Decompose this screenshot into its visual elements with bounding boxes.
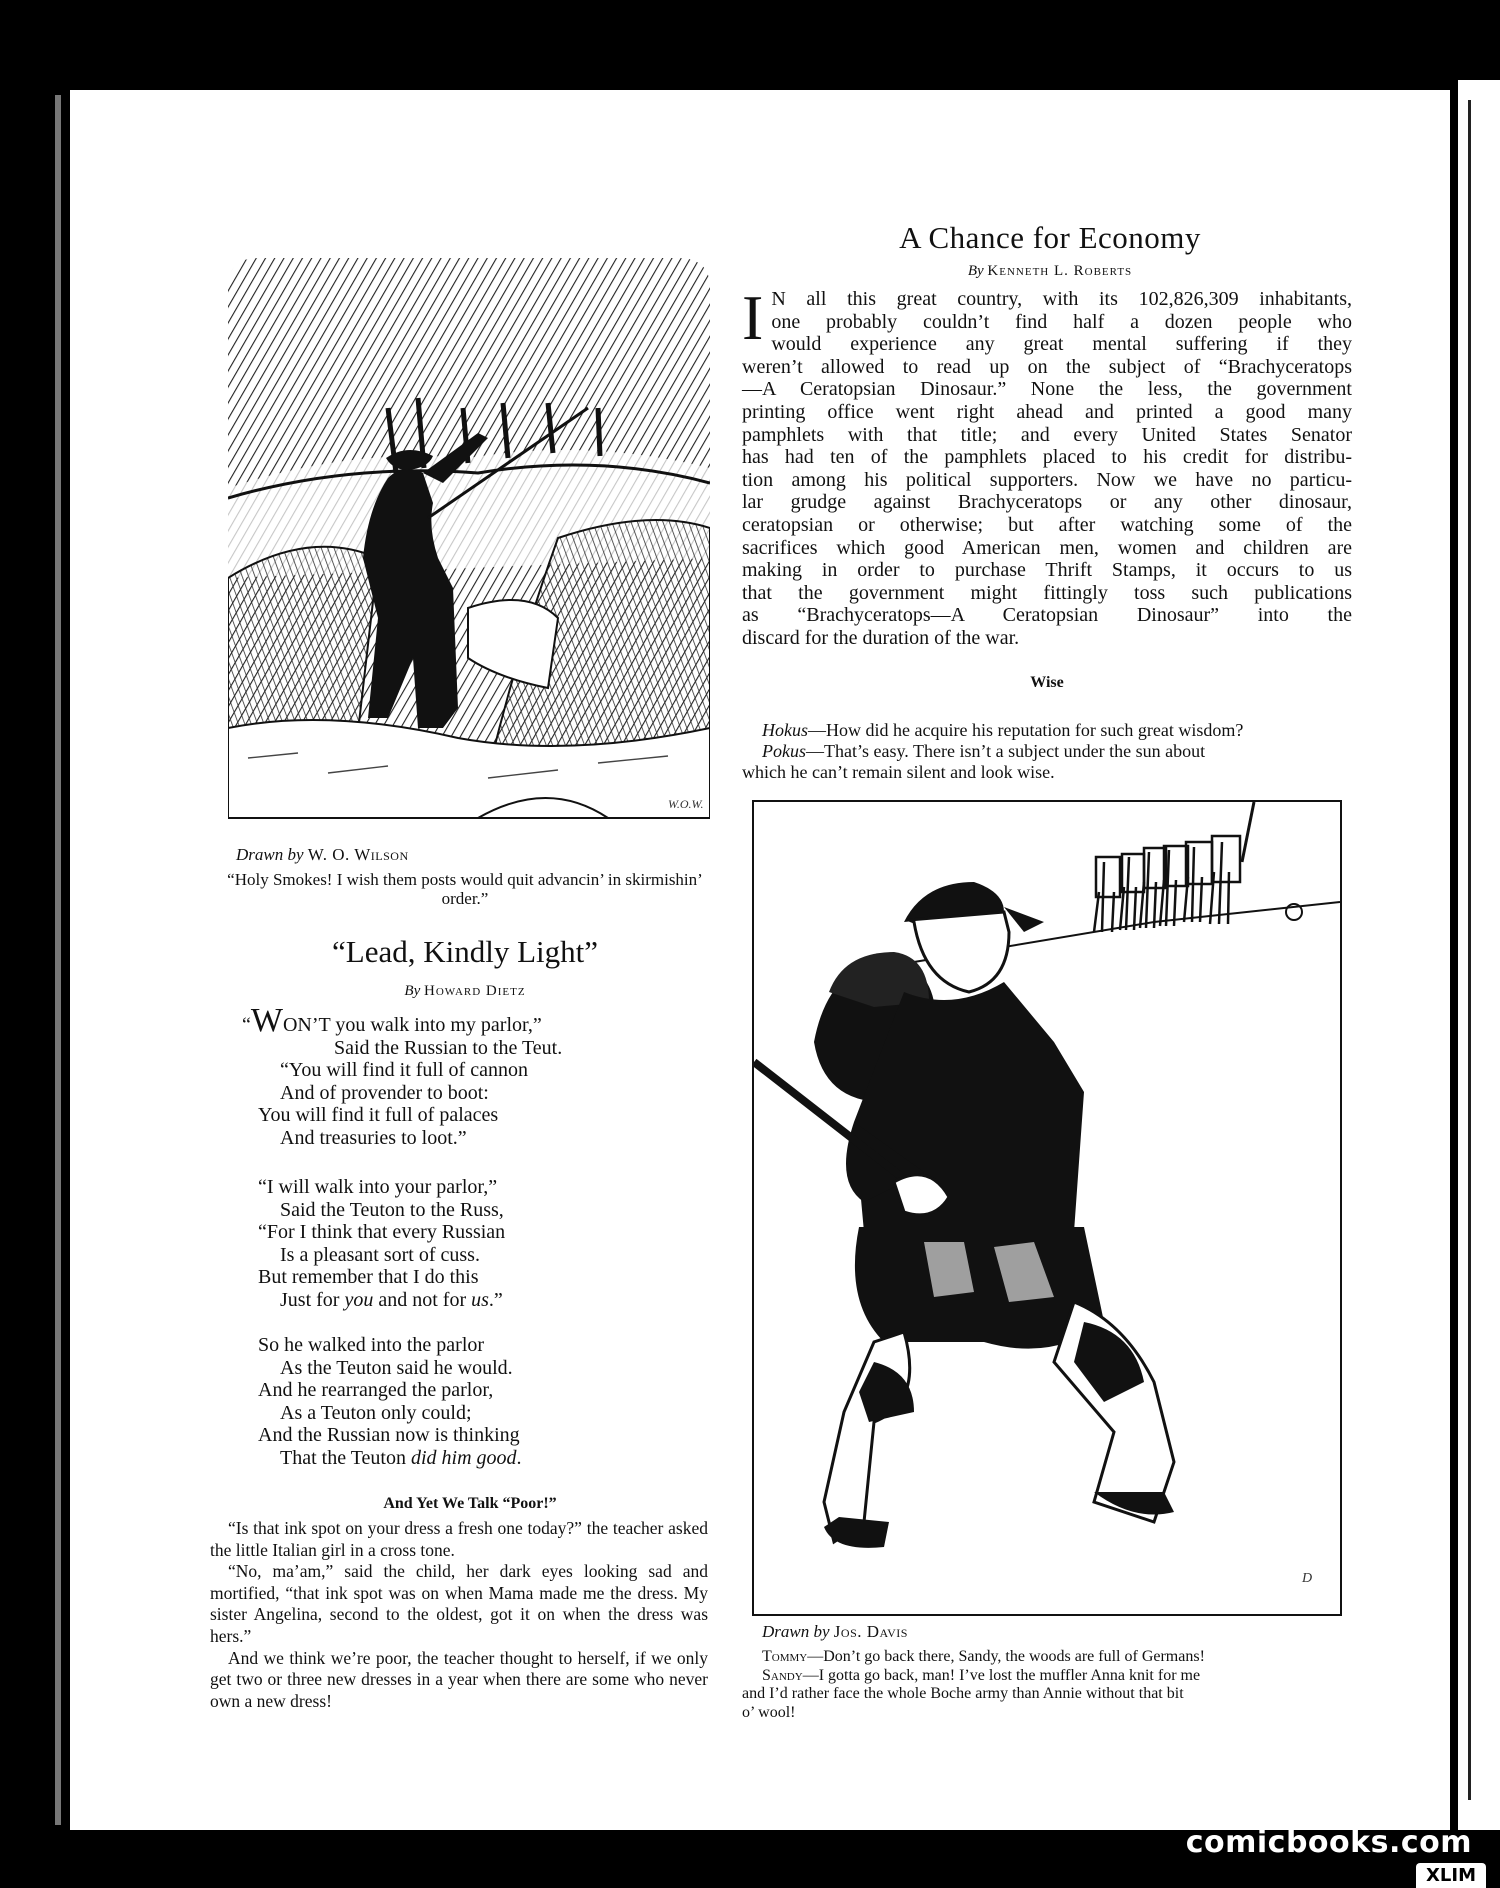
illustration2-caption: Tommy—Don’t go back there, Sandy, the woods are full of Germans! Sandy—I gotta go back, man! I’ve lost the muffler Anna knit for me and I’d rather face the whole Boche army than Annie without that bit o’ wool! (742, 1648, 1205, 1721)
body-line: ceratopsian or otherwise; but after watching some of the (742, 513, 1352, 536)
body-line: N all this great country, with its 102,826,309 inhabitants, (771, 288, 1352, 310)
body-line: printing office went right ahead and printed a good many (742, 400, 1352, 423)
poem-stanza-1: “WON’T you walk into my parlor,” Said the Russian to the Teut. “You will find it full of cannon And of provender to boot: You will find it full of palaces And treasuries to loot.” (242, 1002, 563, 1149)
svg-text:W.O.W.: W.O.W. (668, 797, 704, 811)
speaker: Sandy (762, 1666, 803, 1684)
body-line: that the government might fittingly toss such publications (742, 581, 1352, 604)
illustration1-credit: Drawn by W. O. Wilson (236, 845, 409, 864)
body-line: lar grudge against Brachyceratops or any other dinosaur, (742, 491, 1352, 514)
body-line: would experience any great mental suffering if they (771, 333, 1352, 356)
article1-title: A Chance for Economy (899, 220, 1201, 255)
paragraph: “Is that ink spot on your dress a fresh one today?” the teacher asked the little Italian girl in a cross tone. (210, 1518, 708, 1560)
poem-stanza-3: So he walked into the parlor As the Teuton said he would. And he rearranged the parlor, As a Teuton only could; And the Russian now is thinking That the Teuton did him good. (258, 1334, 522, 1469)
talk-heading: And Yet We Talk “Poor!” (383, 1495, 557, 1512)
body-line: as “Brachyceratops—A Ceratopsian Dinosaur” into the (742, 604, 1352, 627)
paragraph: “No, ma’am,” said the child, her dark eyes looking sad and mortified, “that ink spot was on when Mama made me the dress. My sister Angelina, second to the oldest, got it on when the dress was hers.” (210, 1561, 708, 1646)
body-line: discard for the duration of the war. (742, 626, 1020, 649)
trench-illustration (228, 258, 710, 840)
poem-stanza-2: “I will walk into your parlor,” Said the Teuton to the Russ, “For I think that every Russian Is a pleasant sort of cuss. But remember that I do this Just for you and not for us.” (258, 1176, 506, 1311)
wise-joke: Hokus—How did he acquire his reputation for such great wisdom? Pokus—That’s easy. There isn’t a subject under the sun about which he can’t remain silent and look wise. (742, 720, 1244, 782)
svg-text:D: D (1302, 1571, 1313, 1586)
article1-byline: By Kenneth L. Roberts (967, 263, 1133, 279)
speaker: Tommy (762, 1648, 808, 1665)
body-line: weren’t allowed to read up on the subject of “Brachyceratops (742, 355, 1352, 378)
wise-heading: Wise (1030, 674, 1064, 691)
paragraph: And we think we’re poor, the teacher thought to herself, if we only get two or three new dresses in a year when there are some who never own a new dress! (210, 1647, 708, 1711)
illustration2-credit: Drawn by Jos. Davis (762, 1622, 908, 1641)
talk-story (210, 1518, 708, 1712)
facing-page-edge (1458, 80, 1500, 1830)
body-line: sacrifices which good American men, women and children are (742, 536, 1352, 559)
corner-tab: XLIM (1416, 1863, 1486, 1888)
article1-body (742, 282, 1352, 650)
body-line: —A Ceratopsian Dinosaur.” None the less, the government (742, 378, 1352, 401)
dropcap: W (250, 1002, 283, 1039)
speaker: Pokus (762, 741, 806, 761)
body-line: making in order to purchase Thrift Stamps, it occurs to us (742, 559, 1352, 582)
body-line: has had ten of the pamphlets placed to his credit for distribu- (742, 446, 1352, 469)
body-line: tion among his political supporters. Now we have no particu- (742, 468, 1352, 491)
poem-title: “Lead, Kindly Light” (332, 934, 598, 969)
poem-byline: By Howard Dietz (404, 983, 526, 999)
illustration1-caption: “Holy Smokes! I wish them posts would quit advancin’ in skirmishin’ order.” (227, 870, 703, 908)
site-watermark: comicbooks.com (1185, 1825, 1472, 1860)
speaker: Hokus (762, 720, 808, 740)
page-edge-shadow (55, 95, 61, 1825)
highlander-illustration (752, 800, 1342, 1616)
body-line: pamphlets with that title; and every United States Senator (742, 423, 1352, 446)
dropcap: I (742, 282, 764, 353)
body-line: one probably couldn’t find half a dozen people who (771, 310, 1352, 333)
